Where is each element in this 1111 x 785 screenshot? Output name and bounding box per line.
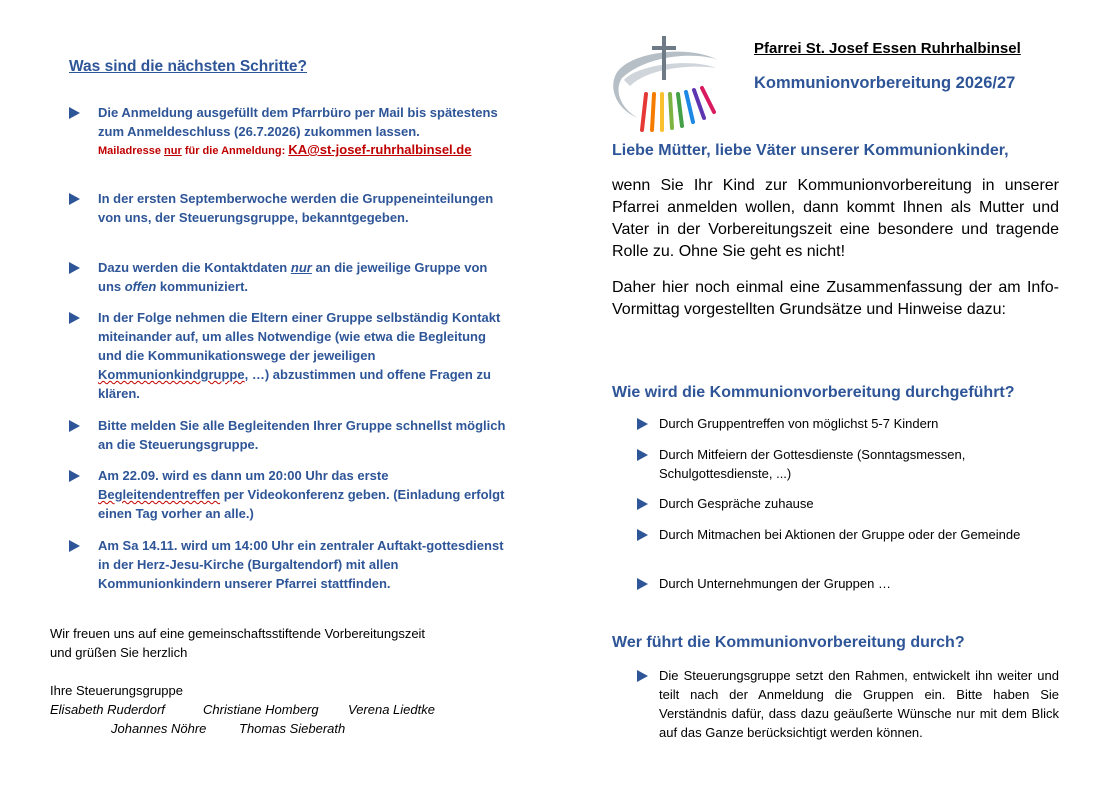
step-item-contact-data: Dazu werden die Kontaktdaten nur an die jeweilige Gruppe von uns offen kommuniziert. (69, 258, 509, 296)
who-heading: Wer führt die Kommunionvorbereitung durch? (612, 634, 965, 651)
summary-paragraph: Daher hier noch einmal eine Zusammenfassung der am Info-Vormittag vorgestellten Grundsätze und Hinweise dazu: (612, 279, 1059, 318)
signature-name: Christiane Homberg (203, 702, 319, 717)
triangle-bullet-icon (69, 540, 80, 552)
how-list-item: Durch Gespräche zuhause (637, 494, 1059, 513)
how-list-item: Durch Mitmachen bei Aktionen der Gruppe oder der Gemeinde (637, 525, 1059, 544)
greeting: Liebe Mütter, liebe Väter unserer Kommunionkinder, (612, 142, 1009, 159)
triangle-bullet-icon (637, 670, 648, 682)
triangle-bullet-icon (637, 578, 648, 590)
step-item-registration: Die Anmeldung ausgefüllt dem Pfarrbüro per Mail bis spätestens zum Anmeldeschluss (26.7.2026) zukommen lassen. Mailadresse nur für die Anmeldung: KA@st-josef-ruhrhalbinsel.de (69, 103, 509, 160)
triangle-bullet-icon (69, 470, 80, 482)
closing-line-2: und grüßen Sie herzlich (50, 645, 188, 660)
triangle-bullet-icon (637, 498, 648, 510)
sign-group: Ihre Steuerungsgruppe (50, 683, 183, 698)
step-item-video-meeting: Am 22.09. wird es dann um 20:00 Uhr das erste Begleitendentreffen per Videokonferenz geben. (Einladung erfolgt einen Tag vorher an alle.) (69, 466, 509, 523)
how-list-item: Durch Gruppentreffen von möglichst 5-7 Kindern (637, 414, 1059, 433)
how-list-item: Durch Mitfeiern der Gottesdienste (Sonntagsmessen, Schulgottesdienste, ...) (637, 445, 1059, 483)
parish-name: Pfarrei St. Josef Essen Ruhrhalbinsel (754, 40, 1021, 57)
how-heading: Wie wird die Kommunionvorbereitung durchgeführt? (612, 384, 1015, 401)
triangle-bullet-icon (69, 420, 80, 432)
mail-address-link[interactable]: KA@st-josef-ruhrhalbinsel.de (288, 142, 472, 157)
step-item-kickoff-service: Am Sa 14.11. wird um 14:00 Uhr ein zentraler Auftakt-gottesdienst in der Herz-Jesu-Kirche (Burgaltendorf) mit allen Kommunionkindern unserer Pfarrei stattfinden. (69, 536, 509, 593)
how-list-item: Durch Unternehmungen der Gruppen … (637, 574, 1059, 593)
triangle-bullet-icon (69, 262, 80, 274)
signature-name: Thomas Sieberath (239, 721, 346, 736)
triangle-bullet-icon (69, 107, 80, 119)
triangle-bullet-icon (637, 418, 648, 430)
step-item-parents-contact: In der Folge nehmen die Eltern einer Gruppe selbständig Kontakt miteinander auf, um alles Notwendige (wie etwa die Begleitung und die Kommunikationswege der jeweiligen Kommunionkindgruppe, …) abzustimmen und offene Fragen zu klären. (69, 308, 509, 403)
signature-name: Johannes Nöhre (111, 721, 207, 736)
intro-paragraph: wenn Sie Ihr Kind zur Kommunionvorbereitung in unserer Pfarrei anmelden wollen, dann kommt Ihnen als Mutter und Vater in der Vorbereitungszeit eine besondere und tragende Rolle zu. Ohne Sie geht es nicht! (612, 177, 1059, 260)
parish-logo-icon (608, 34, 720, 134)
step-item-report-companions: Bitte melden Sie alle Begleitenden Ihrer Gruppe schnellst möglich an die Steuerungsgruppe. (69, 416, 509, 454)
step-item-groups: In der ersten Septemberwoche werden die Gruppeneinteilungen von uns, der Steuerungsgruppe, bekanntgegeben. (69, 189, 509, 227)
triangle-bullet-icon (69, 193, 80, 205)
document-title: Kommunionvorbereitung 2026/27 (754, 74, 1016, 92)
mail-note: Mailadresse nur für die Anmeldung: KA@st-josef-ruhrhalbinsel.de (98, 142, 472, 157)
next-steps-heading: Was sind die nächsten Schritte? (69, 58, 308, 75)
signature-name: Verena Liedtke (348, 702, 435, 717)
triangle-bullet-icon (637, 529, 648, 541)
closing-line-1: Wir freuen uns auf eine gemeinschaftsstiftende Vorbereitungszeit (50, 626, 426, 641)
who-list-item: Die Steuerungsgruppe setzt den Rahmen, entwickelt ihn weiter und teilt nach der Anmeldung die Gruppen ein. Bitte haben Sie Verständnis dafür, dass dazu geäußerte Wünsche nur mit dem Blick auf das Ganze berücksichtigt werden können. (637, 666, 1059, 742)
triangle-bullet-icon (69, 312, 80, 324)
triangle-bullet-icon (637, 449, 648, 461)
signature-name: Elisabeth Ruderdorf (50, 702, 165, 717)
